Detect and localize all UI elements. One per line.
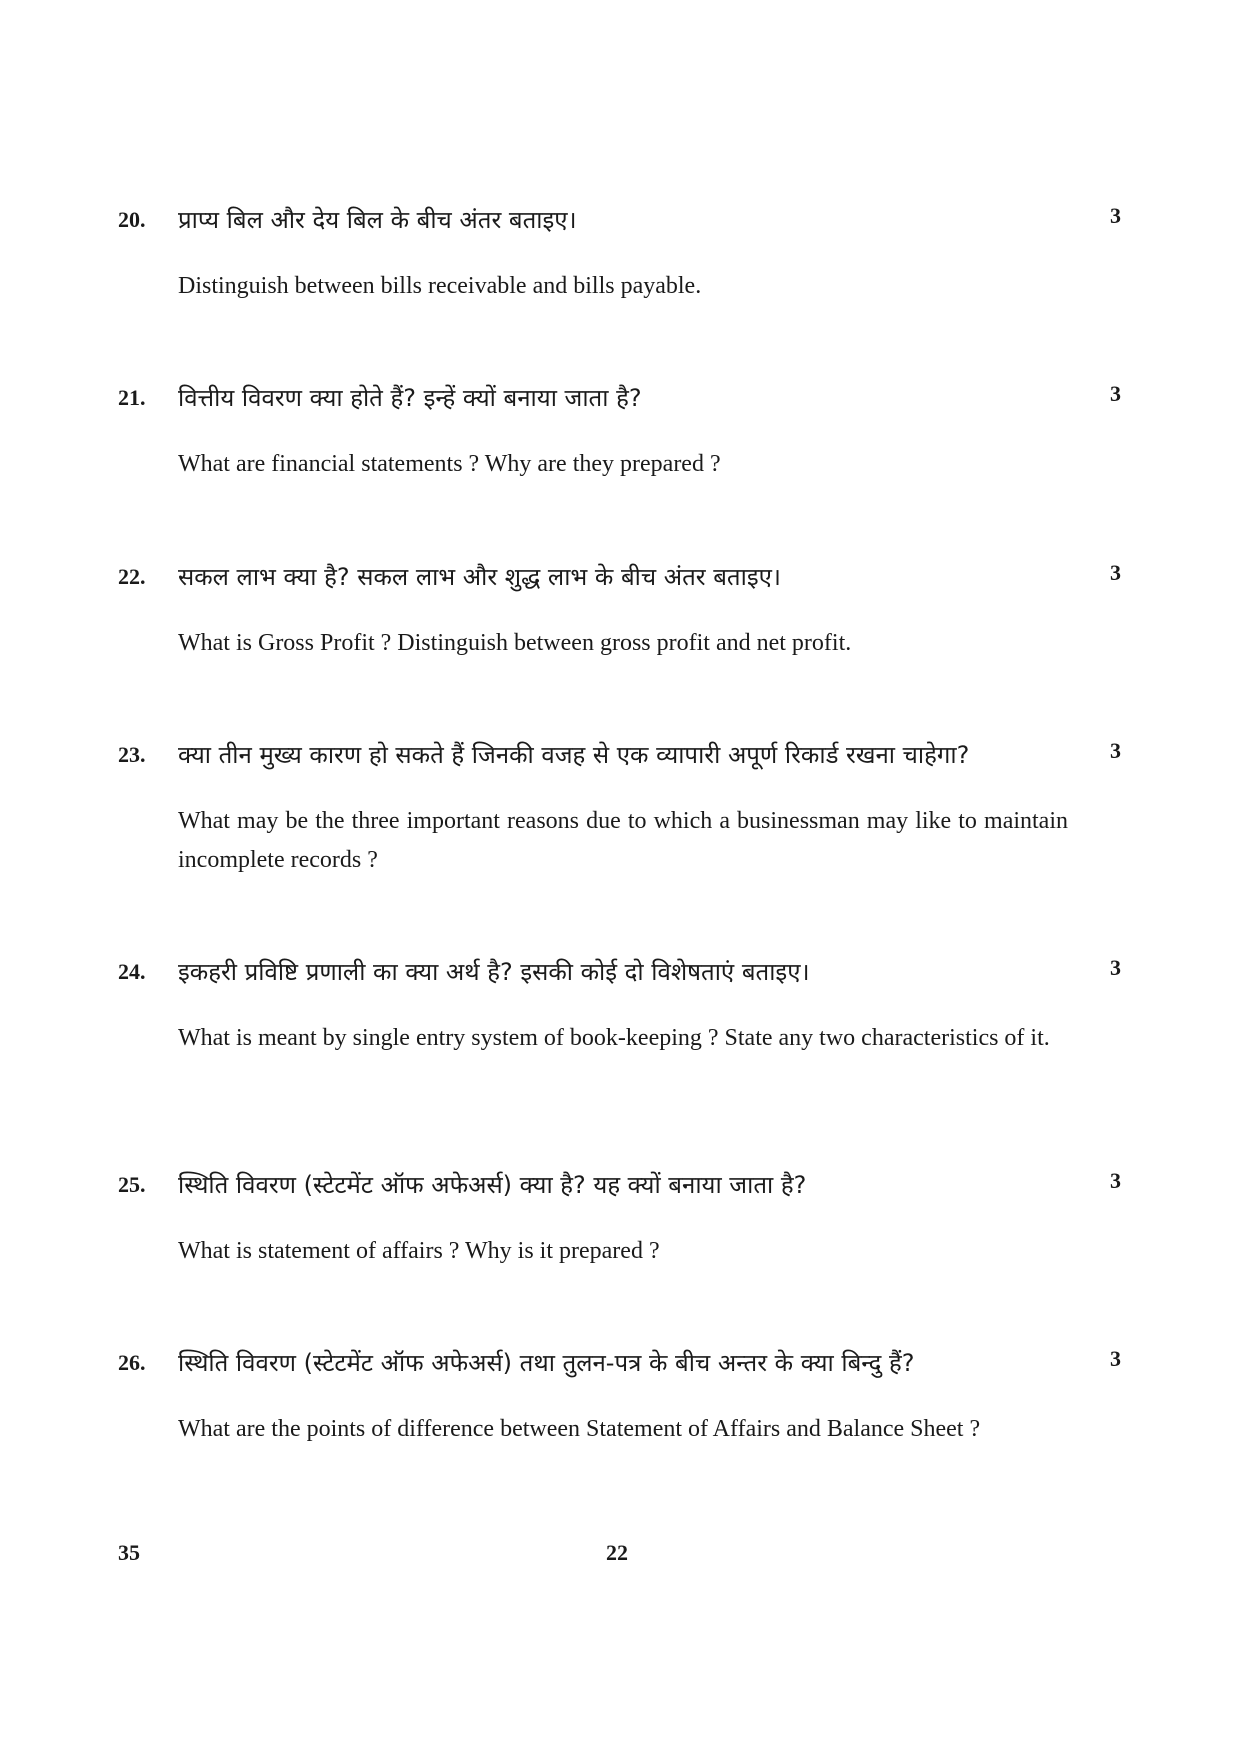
question-english-text: What is statement of affairs ? Why is it prepared ?: [178, 1238, 660, 1264]
question-hindi-text: स्थिति विवरण (स्टेटमेंट ऑफ अफेअर्स) क्या है? यह क्यों बनाया जाता है?: [178, 1171, 807, 1199]
question-marks: 3: [1110, 381, 1121, 406]
question-hindi-text: प्राप्य बिल और देय बिल के बीच अंतर बताइए।: [178, 206, 577, 234]
question-marks: 3: [1110, 203, 1121, 228]
question-hindi-text: स्थिति विवरण (स्टेटमेंट ऑफ अफेअर्स) तथा तुलन-पत्र के बीच अन्तर के क्या बिन्दु हैं?: [178, 1349, 915, 1377]
question-english-text: What may be the three important reasons due to which a businessman may like to maintain incomplete records ?: [178, 808, 1068, 873]
paper-code: 35: [118, 1540, 140, 1565]
question-number: 23.: [118, 742, 146, 767]
question-hindi-text: इकहरी प्रविष्टि प्रणाली का क्या अर्थ है? इसकी कोई दो विशेषताएं बताइए।: [178, 958, 810, 986]
question-marks: 3: [1110, 955, 1121, 980]
page-number: 22: [606, 1540, 628, 1565]
question-number: 22.: [118, 564, 146, 589]
question-number: 26.: [118, 1350, 146, 1375]
question-english-text: Distinguish between bills receivable and bills payable.: [178, 273, 702, 299]
question-number: 25.: [118, 1172, 146, 1197]
question-hindi-text: क्या तीन मुख्य कारण हो सकते हैं जिनकी वजह से एक व्यापारी अपूर्ण रिकार्ड रखना चाहेगा?: [178, 741, 970, 769]
question-english-text: What are the points of difference between Statement of Affairs and Balance Sheet ?: [178, 1416, 981, 1442]
question-hindi-text: सकल लाभ क्या है? सकल लाभ और शुद्ध लाभ के बीच अंतर बताइए।: [178, 563, 781, 591]
question-number: 21.: [118, 385, 146, 410]
question-number: 20.: [118, 207, 146, 232]
question-marks: 3: [1110, 738, 1121, 763]
question-marks: 3: [1110, 1168, 1121, 1193]
question-english-text: What is meant by single entry system of book-keeping ? State any two characteristics of it.: [178, 1025, 1050, 1051]
question-english-text: What are financial statements ? Why are they prepared ?: [178, 451, 721, 477]
question-number: 24.: [118, 959, 146, 984]
question-marks: 3: [1110, 1346, 1121, 1371]
question-hindi-text: वित्तीय विवरण क्या होते हैं? इन्हें क्यों बनाया जाता है?: [178, 384, 642, 412]
question-marks: 3: [1110, 560, 1121, 585]
question-english-text: What is Gross Profit ? Distinguish between gross profit and net profit.: [178, 630, 852, 656]
